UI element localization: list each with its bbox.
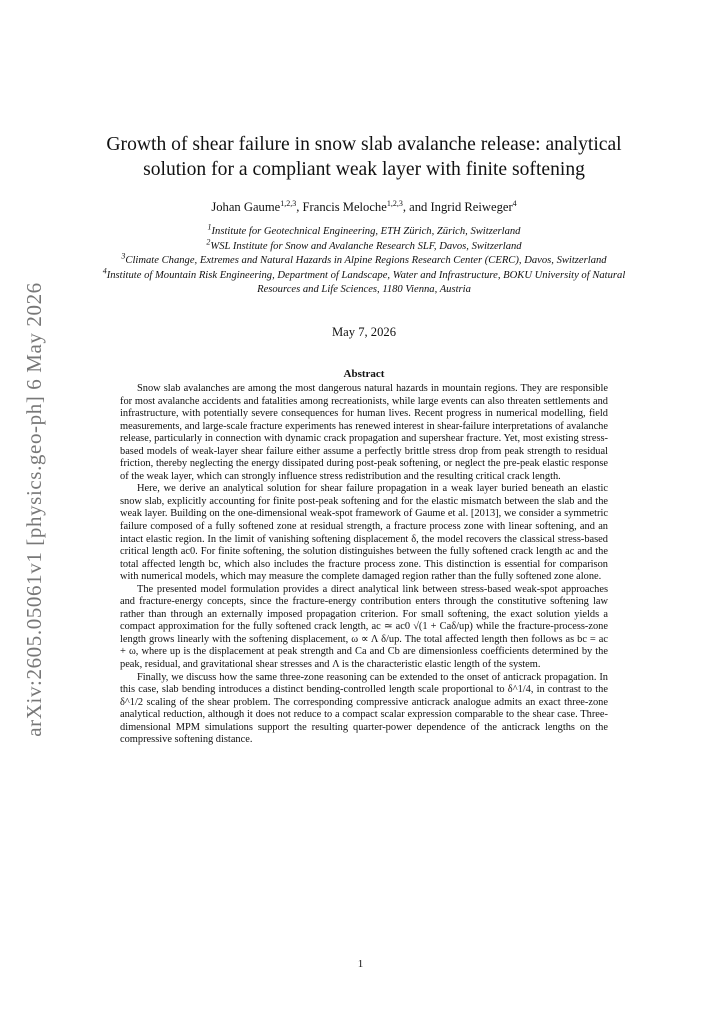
author-name: Francis Meloche [302,200,387,214]
author-name: Ingrid Reiweger [430,200,513,214]
author-affiliation-mark: 4 [512,198,517,208]
affiliation-text: Climate Change, Extremes and Natural Hazards in Alpine Regions Research Center (CERC), Davos, Switzerland [125,255,607,267]
abstract-heading: Abstract [343,367,385,380]
affiliation-text: Institute of Mountain Risk Engineering, Department of Landscape, Water and Infrastructure, BOKU University of Natural Resources and Life Sciences, 1180 Vienna, Austria [106,269,626,296]
page-number: 1 [357,958,364,970]
abstract-body [120,383,608,747]
arxiv-identifier: arXiv:2605.05061v1 [physics.geo-ph] 6 May 2026 [21,282,46,737]
affiliation-text: Institute for Geotechnical Engineering, ETH Zürich, Zürich, Switzerland [211,226,521,237]
paper-date: May 7, 2026 [331,324,396,339]
paper-page [92,0,636,747]
arxiv-sidebar [12,0,56,1019]
affiliation-number: 1 [207,222,212,232]
affiliation [92,222,636,240]
author-name: Johan Gaume [211,200,281,214]
abstract-paragraph: Snow slab avalanches are among the most dangerous natural hazards in mountain regions. They are responsible for most avalanche accidents and fatalities among recreationists, while large events can also threaten settlements and infrastructure, with potentially severe consequences for human lives. Recent progress in numerical modelling, field measurements, and large-scale fracture experiments has renewed interest in shear-failure interpretations of avalanche release, particularly in connection with dynamic crack propagation and supershear fracture. Yet, most existing stress-based models of weak-layer shear failure either assume a perfectly brittle stress drop from peak strength to residual friction, thereby neglecting the energy dissipated during post-peak softening, or neglect the pre-peak elastic response of the weak layer, which can strongly influence stress redistribution and the resulting critical crack length. [120,382,608,482]
author-separator: , [296,200,303,214]
author-list [92,200,636,215]
affiliation-number: 4 [102,266,107,276]
author-affiliation-mark: 1,2,3 [386,198,403,208]
abstract-paragraph: Here, we derive an analytical solution for shear failure propagation in a weak layer buried beneath an elastic snow slab, explicitly accounting for finite post-peak softening and for the elastic mismatch between the slab and the weak layer. Building on the one-dimensional weak-spot framework of Gaume et al. [2013], we consider a symmetric failure composed of a fully softened zone at residual strength, a fracture process zone with linear softening, and an intact elastic region. In the limit of vanishing softening displacement δ, the model recovers the classical stress-based critical length ac0. For finite softening, the solution distinguishes between the fully softened crack length ac and the total affected length bc, which also includes the fracture process zone. This distinction is essential for comparison with numerical models, which may measure the complete damaged region rather than the fully softened zone alone. [120,483,608,583]
title-line-1: Growth of shear failure in snow slab avalanche release: analytical [106,134,622,155]
title-line-2: solution for a compliant weak layer with finite softening [143,159,585,180]
affiliation-number: 3 [121,251,126,261]
affiliation-number: 2 [206,237,211,247]
affiliation-text: WSL Institute for Snow and Avalanche Research SLF, Davos, Switzerland [210,240,522,252]
affiliation [92,266,636,298]
affiliation-list [92,222,636,298]
abstract-paragraph: The presented model formulation provides a direct analytical link between stress-based weak-spot approaches and fracture-energy concepts, since the fracture-energy contribution enters through the constitutive softening law rather than through an externally imposed propagation criterion. For small softening, the exact solution yields a compact approximation for the fully softened crack length, ac ≃ ac0 √(1 + Caδ/up) while the fracture-process-zone length grows linearly with the softening displacement, ω ∝ Λ δ/up. The total affected length then follows as bc = ac + ω, where up is the displacement at peak strength and Ca and Cb are dimensionless coefficients determined by the peak, residual, and gravitational shear stresses and Λ is the characteristic elastic length of the system. [120,583,608,670]
paper-title [92,132,636,182]
abstract-paragraph: Finally, we discuss how the same three-zone reasoning can be extended to the onset of anticrack propagation. In this case, slab bending introduces a distinct bending-controlled length scale proportional to δ^1/4, in contrast to the δ^1/2 scaling of the shear problem. The corresponding compressive anticrack analogue admits an exact three-zone analytical reduction, although it does not reduce to a compact scalar expression comparable to the shear case. Three-dimensional MPM simulations support the resulting quarter-power dependence of the anticrack lengths on the compressive softening distance. [120,671,608,746]
author-separator: , and [402,200,431,214]
author-affiliation-mark: 1,2,3 [280,198,297,208]
affiliation [92,251,636,269]
affiliation [92,237,636,255]
